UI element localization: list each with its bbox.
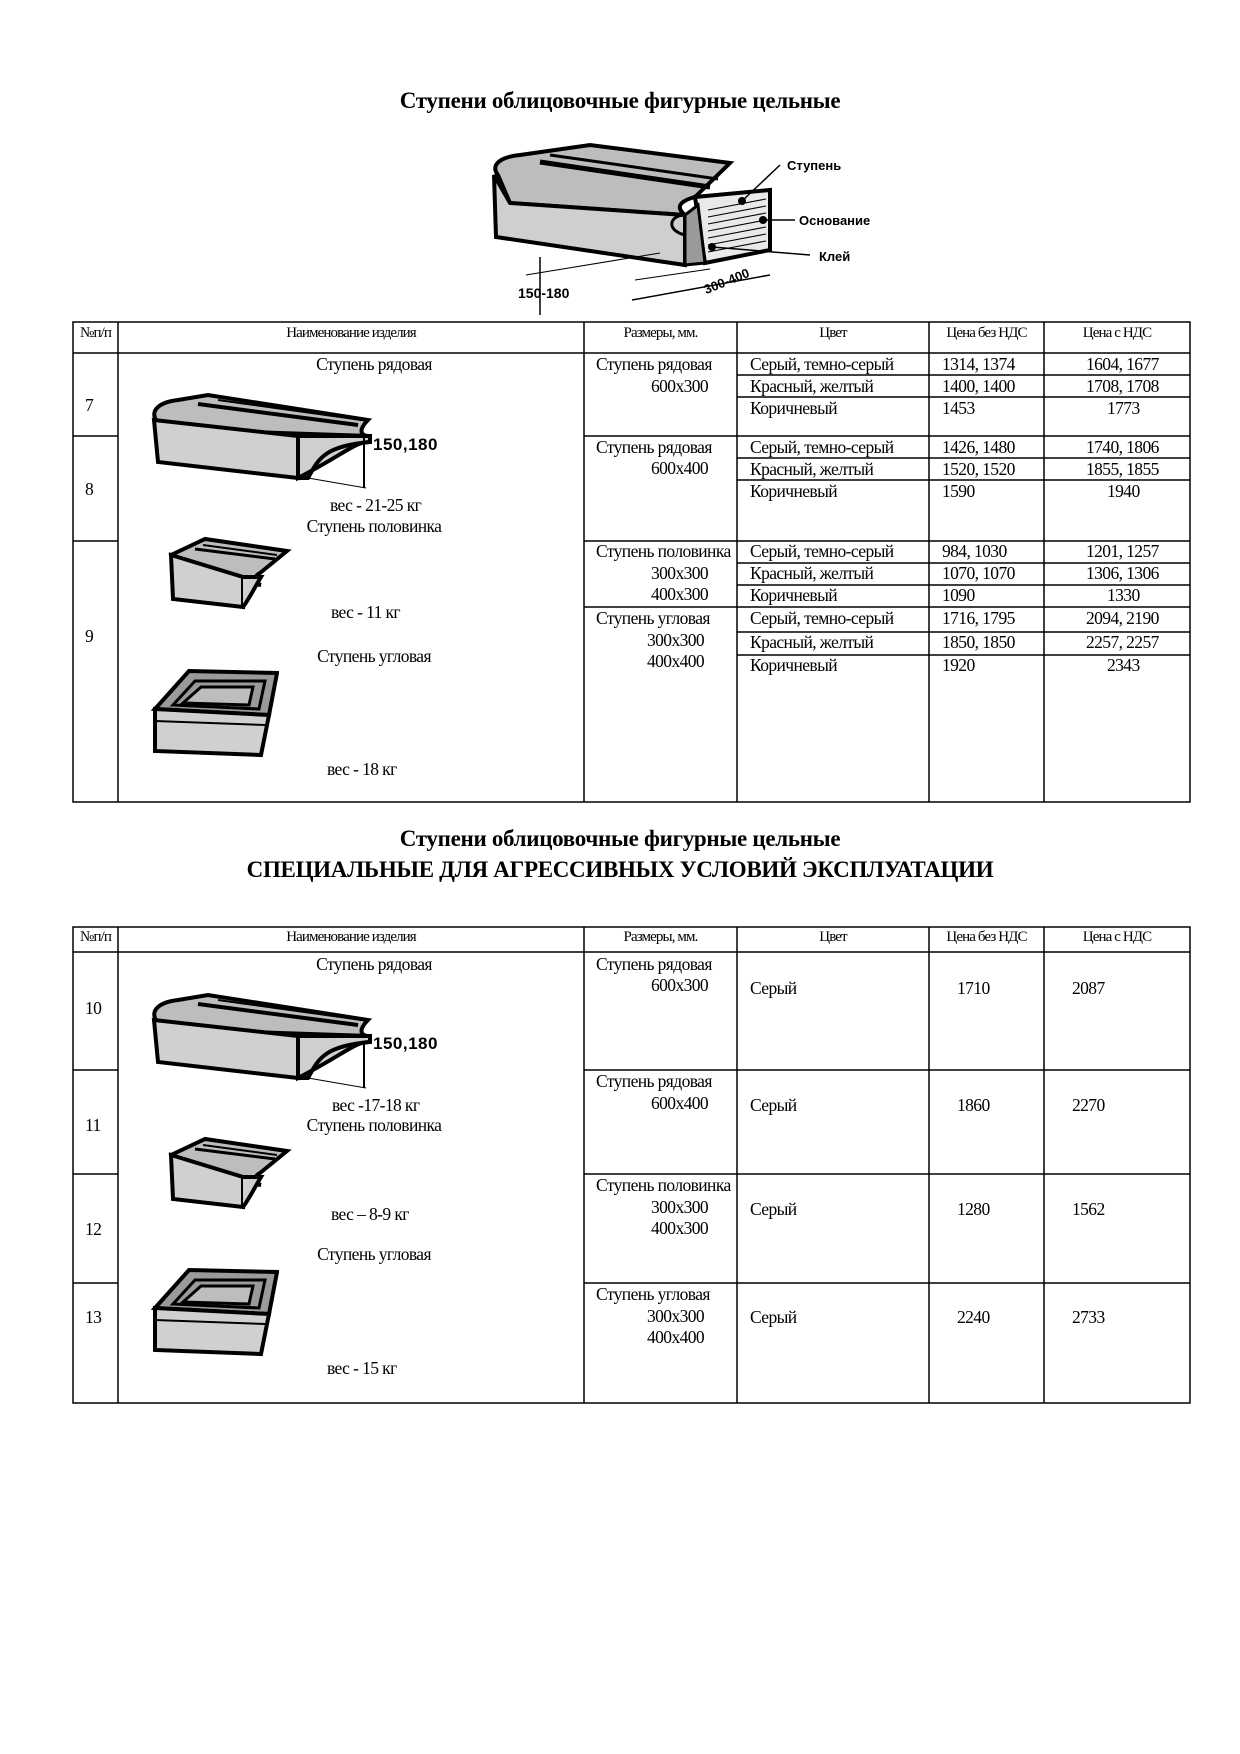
price-novat-cell: 1716, 1795 (942, 608, 1015, 628)
size-value: 600х400 (651, 1093, 709, 1113)
section-title: Ступени облицовочные фигурные цельные (399, 826, 841, 851)
color-cell: Серый, темно-серый (750, 541, 894, 561)
price-vat-cell: 1201, 1257 (1086, 541, 1159, 561)
dimension-label: 150,180 (373, 1034, 438, 1053)
color-cell: Серый, темно-серый (750, 437, 894, 457)
price-vat-cell: 1940 (1107, 481, 1140, 501)
price-vat-cell: 1855, 1855 (1086, 459, 1159, 479)
price-vat-cell: 1740, 1806 (1086, 437, 1159, 457)
size-value: 300х300 (647, 1306, 705, 1326)
dimension-label: 150,180 (373, 435, 438, 454)
color-cell: Коричневый (750, 398, 837, 418)
product-name: Ступень угловая (317, 646, 431, 666)
product-name: Ступень половинка (306, 1115, 442, 1135)
row-number: 7 (85, 395, 94, 415)
size-value: 400х400 (647, 651, 705, 671)
weight-label: вес - 21-25 кг (330, 495, 422, 515)
weight-label: вес - 18 кг (327, 759, 397, 779)
half-step-illustration (165, 1133, 295, 1213)
price-vat-cell: 1306, 1306 (1086, 563, 1159, 583)
header-color: Цвет (819, 929, 847, 945)
size-label: Ступень половинка (596, 1177, 731, 1195)
half-step-illustration (165, 533, 295, 613)
diagram-label-height: 150-180 (518, 285, 570, 301)
price-vat-cell: 2343 (1107, 655, 1140, 675)
corner-step-illustration (149, 1264, 279, 1359)
color-cell: Серый (750, 1307, 797, 1327)
color-cell: Серый (750, 1199, 797, 1219)
diagram-label-glue: Клей (819, 249, 851, 264)
header-size: Размеры, мм. (623, 929, 698, 945)
weight-label: вес - 11 кг (331, 602, 401, 622)
price-vat-cell: 2270 (1072, 1095, 1105, 1115)
price-novat-cell: 1860 (957, 1095, 990, 1115)
price-novat-cell: 1314, 1374 (942, 354, 1015, 374)
size-value: 400х300 (651, 1218, 709, 1238)
section-subtitle: СПЕЦИАЛЬНЫЕ ДЛЯ АГРЕССИВНЫХ УСЛОВИЙ ЭКСПЛУАТАЦИИ (246, 857, 994, 882)
price-novat-cell: 1590 (942, 481, 975, 501)
color-cell: Серый, темно-серый (750, 608, 894, 628)
header-num: №п/п (80, 929, 111, 945)
row-number: 13 (85, 1307, 102, 1327)
size-label: Ступень угловая (596, 610, 710, 628)
size-value: 400х400 (647, 1327, 705, 1347)
size-label: Ступень угловая (596, 1286, 710, 1304)
price-novat-cell: 1280 (957, 1199, 990, 1219)
price-vat-cell: 1330 (1107, 585, 1140, 605)
price-novat-cell: 1426, 1480 (942, 437, 1015, 457)
header-price-novat: Цена без НДС (946, 929, 1027, 945)
price-novat-cell: 1400, 1400 (942, 376, 1015, 396)
size-label: Ступень половинка (596, 543, 731, 561)
row-number: 10 (85, 998, 102, 1018)
size-label: Ступень рядовая (596, 954, 712, 974)
weight-label: вес -17-18 кг (332, 1095, 420, 1115)
price-novat-cell: 1453 (942, 398, 975, 418)
color-cell: Красный, желтый (750, 376, 874, 396)
product-name: Ступень половинка (306, 516, 442, 536)
ordinary-step-illustration (148, 390, 408, 500)
header-price-vat: Цена с НДС (1082, 929, 1152, 945)
product-name: Ступень рядовая (316, 354, 432, 374)
header-num: №п/п (80, 325, 111, 341)
product-name: Ступень рядовая (316, 954, 432, 974)
price-vat-cell: 1562 (1072, 1199, 1105, 1219)
price-novat-cell: 1850, 1850 (942, 632, 1015, 652)
size-value: 600х300 (651, 376, 709, 396)
weight-label: вес – 8-9 кг (331, 1204, 409, 1224)
color-cell: Красный, желтый (750, 563, 874, 583)
corner-step-illustration (149, 665, 279, 760)
header-name: Наименование изделия (286, 325, 416, 341)
diagram-label-base: Основание (799, 213, 871, 228)
price-novat-cell: 1090 (942, 585, 975, 605)
price-novat-cell: 1710 (957, 978, 990, 998)
row-number: 9 (85, 626, 94, 646)
price-vat-cell: 1604, 1677 (1086, 354, 1159, 374)
diagram-label-depth: 300-400 (701, 265, 752, 297)
price-vat-cell: 2257, 2257 (1086, 632, 1159, 652)
size-label: Ступень рядовая (596, 354, 712, 374)
price-novat-cell: 2240 (957, 1307, 990, 1327)
color-cell: Красный, желтый (750, 632, 874, 652)
price-novat-cell: 1070, 1070 (942, 563, 1015, 583)
page-title: Ступени облицовочные фигурные цельные (399, 88, 841, 113)
header-color: Цвет (819, 325, 847, 341)
header-name: Наименование изделия (286, 929, 416, 945)
color-cell: Серый (750, 1095, 797, 1115)
row-number: 12 (85, 1219, 102, 1239)
size-label: Ступень рядовая (596, 437, 712, 457)
color-cell: Серый, темно-серый (750, 354, 894, 374)
price-vat-cell: 2733 (1072, 1307, 1105, 1327)
color-cell: Коричневый (750, 481, 837, 501)
ordinary-step-illustration (148, 990, 408, 1100)
weight-label: вес - 15 кг (327, 1358, 397, 1378)
price-vat-cell: 2094, 2190 (1086, 608, 1159, 628)
color-cell: Коричневый (750, 585, 837, 605)
header-price-vat: Цена с НДС (1082, 325, 1152, 341)
header-price-novat: Цена без НДС (946, 325, 1027, 341)
diagram-label-step: Ступень (787, 158, 842, 173)
size-value: 300х300 (651, 563, 709, 583)
product-name: Ступень угловая (317, 1244, 431, 1264)
size-label: Ступень рядовая (596, 1071, 712, 1091)
price-novat-cell: 1520, 1520 (942, 459, 1015, 479)
size-value: 400х300 (651, 584, 709, 604)
price-novat-cell: 984, 1030 (942, 541, 1007, 561)
price-vat-cell: 1773 (1107, 398, 1140, 418)
size-value: 300х300 (647, 630, 705, 650)
size-value: 600х300 (651, 975, 709, 995)
price-vat-cell: 2087 (1072, 978, 1105, 998)
row-number: 8 (85, 479, 94, 499)
price-vat-cell: 1708, 1708 (1086, 376, 1159, 396)
price-novat-cell: 1920 (942, 655, 975, 675)
header-size: Размеры, мм. (623, 325, 698, 341)
color-cell: Серый (750, 978, 797, 998)
row-number: 11 (85, 1115, 101, 1135)
color-cell: Красный, желтый (750, 459, 874, 479)
size-value: 600х400 (651, 458, 709, 478)
size-value: 300х300 (651, 1197, 709, 1217)
color-cell: Коричневый (750, 655, 837, 675)
